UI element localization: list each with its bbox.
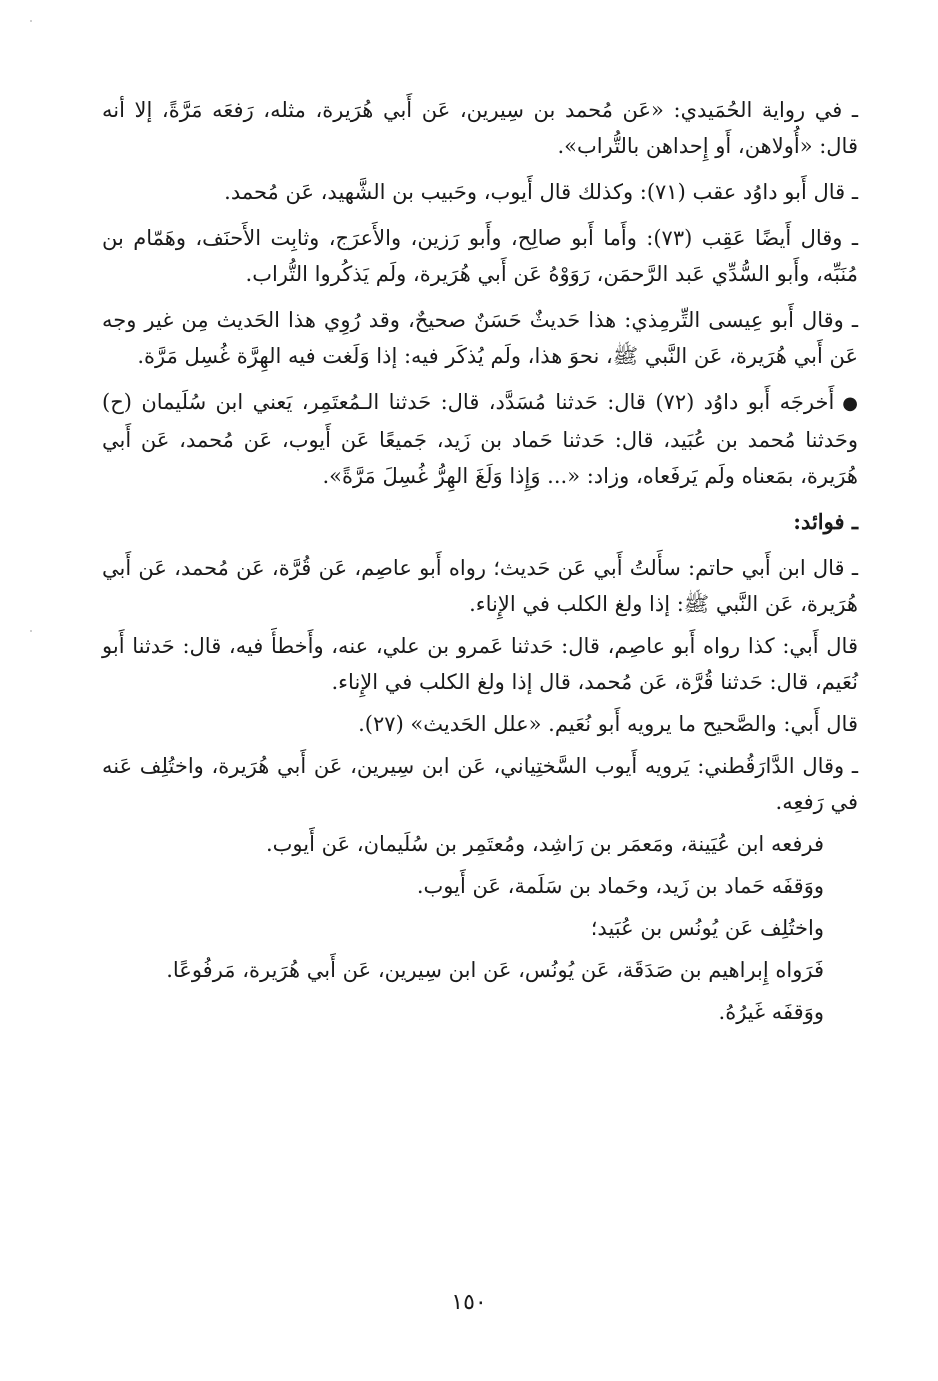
paragraph-abi-sahih: قال أَبي: والصَّحيح ما يرويه أَبو نُعَيم. «علل الحَديث» (٢٧). (358, 712, 858, 736)
paragraph-daraqutni: ـ وقال الدَّارَقُطني: يَرويه أَيوب السَّختِياني، عَن ابن سِيرين، عَن أَبي هُرَيرة، واختُلِف عَنه في رَفعِه. (102, 754, 858, 814)
scan-speck (30, 20, 32, 22)
page-body (102, 92, 858, 1036)
indented-line: ووَقفَه غَيرُهُ. (718, 1000, 824, 1024)
indented-line: ووَقفَه حَماد بن زَيد، وحَماد بن سَلَمة، عَن أَيوب. (416, 874, 824, 898)
fawaid-heading: ـ فوائد: (793, 509, 858, 534)
paragraph-humaydi: ـ في رواية الحُمَيدي: «عَن مُحمد بن سِيرين، عَن أَبي هُرَيرة، مثله، رَفعَه مَرَّةً، إلا أنه قال: «أُولاهن، أَو إِحداهن بالتُّراب». (102, 98, 858, 158)
paragraph-ibn-abi-hatim: ـ قال ابن أَبي حاتم: سأَلتُ أَبي عَن حَديث؛ رواه أَبو عاصِم، عَن قُرَّة، عَن مُحمد، عَن أَبي هُرَيرة، عَن النَّبي ﷺ: إذا ولغ الكلب في الإِناء. (102, 556, 858, 616)
paragraph-abi-abu-asim: قال أَبي: كذا رواه أَبو عاصِم، قال: حَدثنا عَمرو بن علي، عنه، وأَخطأَ فيه، قال: حَدثنا أَبو نُعَيم، قال: حَدثنا قُرَّة، عَن مُحمد، قال إذا ولغ الكلب في الإِناء. (102, 634, 858, 694)
indented-line: فرفعه ابن عُيَينة، ومَعمَر بن رَاشِد، ومُعتَمِر بن سُلَيمان، عَن أَيوب. (265, 832, 824, 856)
takhrij-text: أَخرجَه أَبو داوُد (٧٢) قال: حَدثنا مُسَدَّد، قال: حَدثنا الـمُعتَمِر، يَعني ابن سُلَيمان (ح) وحَدثنا مُحمد بن عُبَيد، قال: حَدثنا حَماد بن زَيد، جَميعًا عَن أَيوب، عَن مُحمد، عَن أَبي هُرَيرة، بمَعناه ولَم يَرفَعاه، وزاد: «... وَإِذا وَلَغَ الهِرُّ غُسِلَ مَرَّةً». (102, 390, 858, 488)
paragraph-abu-dawud-71: ـ قال أَبو داوُد عقب (٧١): وكذلك قال أَيوب، وحَبيب بن الشَّهيد، عَن مُحمد. (224, 180, 858, 204)
indented-line: واختُلِف عَن يُونُس بن عُبَيد؛ (590, 916, 824, 940)
bullet-icon: ● (842, 393, 858, 414)
indented-line: فَرَواه إِبراهيم بن صَدَقَة، عَن يُونُس، عَن ابن سِيرين، عَن أَبي هُرَيرة، مَرفُوعًا. (166, 958, 824, 982)
page-number: ١٥٠ (451, 1290, 487, 1315)
paragraph-tirmidhi: ـ وقال أَبو عِيسى التِّرمِذي: هذا حَديثٌ حَسَنٌ صحيحٌ، وقد رُوِي هذا الحَديث مِن غير وجه عَن أَبي هُرَيرة، عَن النَّبي ﷺ، نحوَ هذا، ولَم يُذكَر فيه: إذا وَلَغت فيه الهِرَّة غُسِل مَرَّة. (102, 308, 858, 368)
paragraph-takhrij (102, 384, 858, 494)
paragraph-abu-dawud-73: ـ وقال أَيضًا عَقِب (٧٣): وأَما أَبو صالِح، وأَبو رَزين، والأَعرَج، وثابِت الأَحنَف، وهَمّام بن مُنَبِّه، وأَبو السُّدِّي عَبد الرَّحمَن، رَوَوْهُ عَن أَبي هُرَيرة، ولَم يَذكُروا التُّراب. (102, 226, 858, 286)
scan-speck (30, 630, 32, 632)
